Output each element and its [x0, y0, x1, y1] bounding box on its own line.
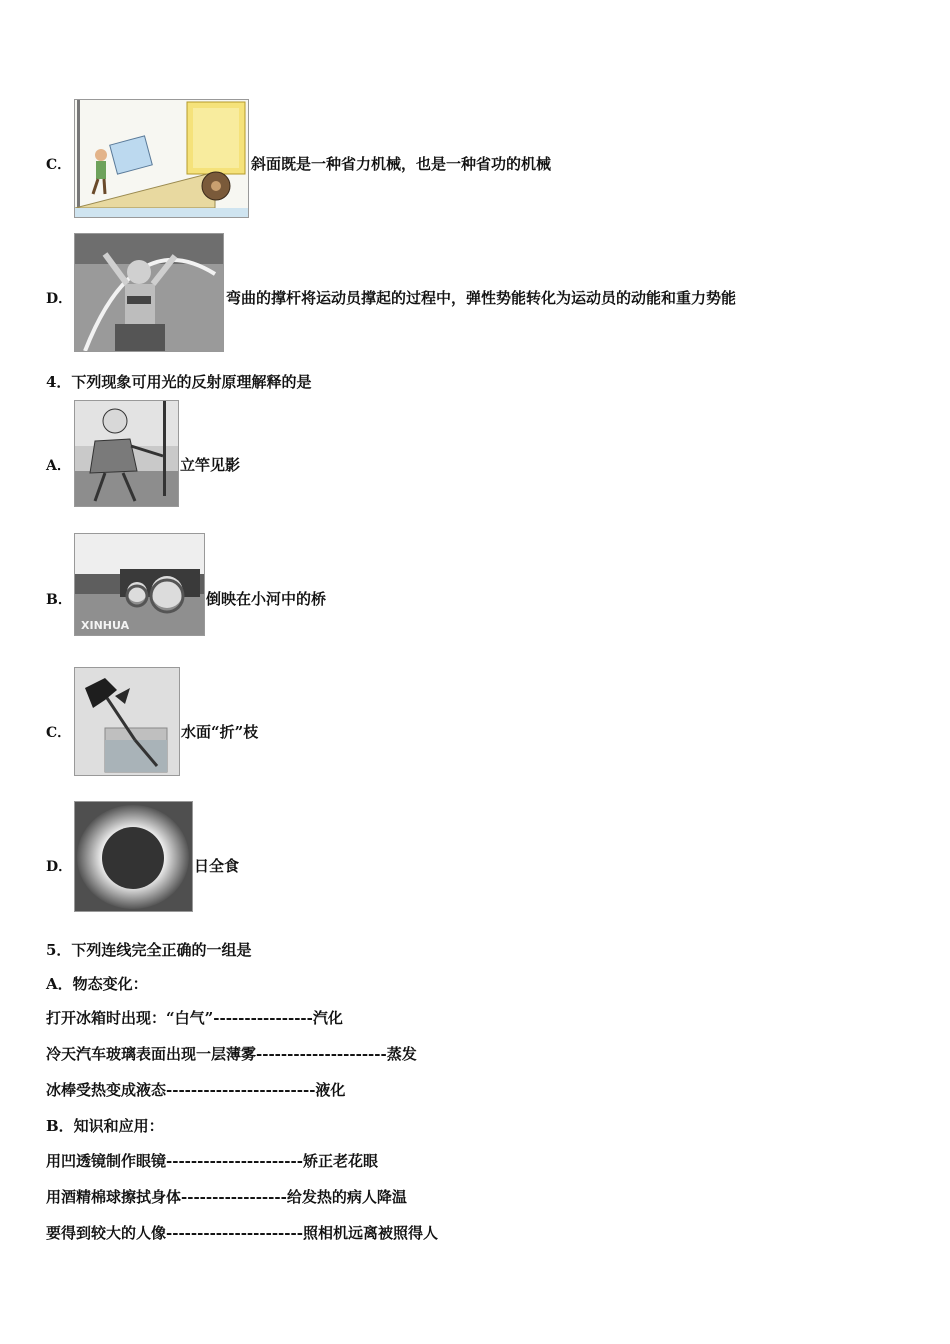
q4-option-a-image: [74, 400, 179, 507]
q4-option-d-label: D．: [46, 859, 73, 875]
q4-option-b-label: B．: [46, 592, 72, 608]
q5-option-b-title: B．知识和应用：: [46, 1117, 164, 1135]
q3-option-c-label: C．: [46, 157, 72, 173]
q4-option-d-image: [74, 801, 193, 912]
q3-option-c-image: [74, 99, 249, 218]
q4-option-b-text: 倒映在小河中的桥: [206, 590, 327, 608]
q3-option-d-label: D．: [46, 291, 73, 307]
q4-option-b-image: [74, 533, 205, 636]
q5-a-line-2: 冷天汽车玻璃表面出现一层薄雾---------------------蒸发: [46, 1045, 417, 1063]
q4-option-a-text: 立竿见影: [180, 456, 241, 474]
q5-b-line-2: 用酒精棉球擦拭身体-----------------给发热的病人降温: [46, 1188, 407, 1206]
q3-option-c-text: 斜面既是一种省力机械，也是一种省功的机械: [251, 155, 552, 173]
q5-option-a-title: A．物态变化：: [46, 975, 148, 993]
xinhua-watermark: XINHUA: [81, 619, 130, 632]
q3-option-d-image: [74, 233, 224, 352]
q4-stem: 4．下列现象可用光的反射原理解释的是: [46, 373, 312, 391]
q5-b-line-1: 用凹透镜制作眼镜----------------------矫正老花眼: [46, 1152, 378, 1170]
q4-option-d-text: 日全食: [194, 857, 240, 875]
q5-a-line-1: 打开冰箱时出现：“白气”----------------汽化: [46, 1009, 343, 1027]
q4-option-a-label: A．: [46, 458, 71, 474]
q4-option-c-label: C．: [46, 725, 72, 741]
q3-option-d-text: 弯曲的撑杆将运动员撑起的过程中，弹性势能转化为运动员的动能和重力势能: [226, 289, 737, 307]
q5-stem: 5．下列连线完全正确的一组是: [46, 941, 252, 959]
q4-option-c-text: 水面“折”枝: [181, 723, 259, 741]
q4-option-c-image: [74, 667, 180, 776]
q5-b-line-3: 要得到较大的人像----------------------照相机远离被照得人: [46, 1224, 438, 1242]
q5-a-line-3: 冰棒受热变成液态------------------------液化: [46, 1081, 346, 1099]
